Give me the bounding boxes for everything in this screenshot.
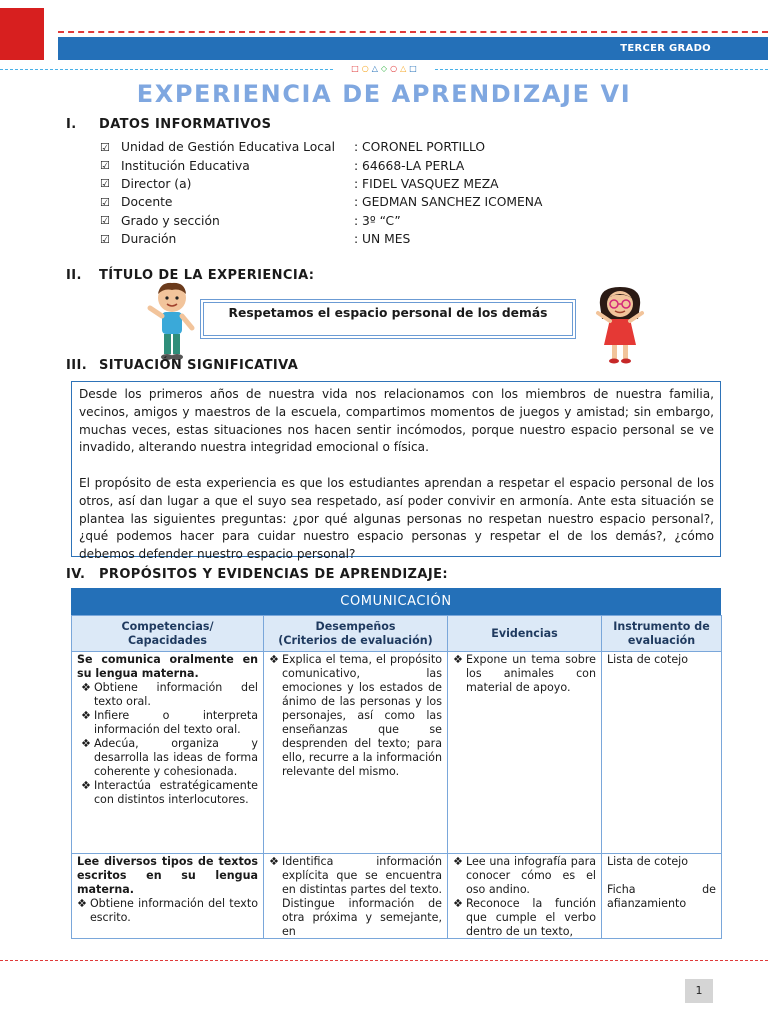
table-header-row [72,616,722,652]
checkbox-icon: ☑ [100,214,110,228]
info-value: : 3º “C” [354,213,401,228]
header-cell [72,616,264,652]
list-item [453,653,596,695]
instrument-cell [602,854,722,939]
shape-icon: ◇ [380,64,388,73]
diamond-bullet-icon: ❖ [77,897,87,910]
experience-title-box [200,299,576,339]
shape-icon: □ [409,64,417,73]
section-heading-datos [66,117,271,132]
table-row [72,854,722,939]
evidence-cell [448,652,602,854]
diamond-bullet-icon: ❖ [81,681,91,694]
capacity-text: Interactúa estratégicamente con distintos interlocutores. [93,779,258,806]
info-value: : UN MES [354,232,411,247]
header-cell [264,616,448,652]
header-text: Capacidades [128,633,207,647]
info-row [100,230,560,248]
section-title: DATOS INFORMATIVOS [99,117,272,132]
info-row [100,156,560,174]
shape-icon: ○ [361,64,369,73]
list-item [269,653,442,779]
competency-table [71,615,722,939]
diamond-bullet-icon: ❖ [453,653,463,666]
list-item [453,897,596,937]
list-item [77,779,258,807]
situation-paragraph: El propósito de esta experiencia es que los estudiantes aprendan a respetar el espacio personal de los otros, así dan lugar a que el suyo sea respetado, así poder convivir en armonía. Ante esta situación se plantea las siguientes preguntas: ¿por qué algunas personas no respetan nuestro espacio personal?, ¿qué podemos hacer para cuidar nuestro espacio personas y respetar el de los demás?, ¿cómo debemos defender nuestro espacio personal? [79,475,714,562]
diamond-bullet-icon: ❖ [81,709,91,722]
diamond-bullet-icon: ❖ [81,779,91,792]
info-label: Director (a) [121,176,192,191]
instrument-cell [602,652,722,854]
shape-icon: △ [400,64,407,73]
capacity-text: Infiere o interpreta información del texto oral. [93,709,258,736]
corner-mark [0,8,44,60]
section-number: III. [66,358,88,373]
competence-title: Se comunica oralmente en su lengua materna. [77,653,258,680]
instrument-text: Lista de cotejo [607,855,689,868]
evidence-cell [448,854,602,939]
evidence-text: Lee una infografía para conocer cómo es el oso andino. [465,855,596,896]
shape-icon: □ [351,64,359,73]
header-text: Instrumento de [613,619,710,633]
evidence-text: Reconoce la función que cumple el verbo dentro de un texto, [465,897,596,937]
checkbox-icon: ☑ [100,177,110,191]
checkbox-icon: ☑ [100,159,110,173]
grade-bar [58,37,768,60]
diamond-bullet-icon: ❖ [453,897,463,910]
evidence-text: Expone un tema sobre los animales con material de apoyo. [465,653,596,694]
instrument-text: Ficha de afianzamiento [607,883,716,910]
header-text: Desempeños [315,619,396,633]
girl-illustration [592,283,648,365]
info-list [100,138,560,248]
header-text: Competencias/ [121,619,214,633]
info-label: Duración [121,232,177,247]
capacity-text: Obtiene información del texto oral. [93,681,258,708]
table-row [72,652,722,854]
situation-paragraph: Desde los primeros años de nuestra vida nos relacionamos con los miembros de nuestra familia, vecinos, amigos y maestros de la escuela, compartimos momentos de juegos y amistad; sin embargo, muchas veces, estas situaciones nos hacen sentir incómodos, porque nuestro espacio personal se ve invadido, alterando nuestra integridad emocional o física. [79,387,714,455]
learning-table [71,588,721,939]
info-value: : CORONEL PORTILLO [354,140,486,155]
experience-title: Respetamos el espacio personal de los demás [203,302,573,336]
section-heading-situacion [66,358,298,373]
header-text: Evidencias [491,626,558,640]
list-item [77,737,258,779]
decorative-shapes [334,64,434,74]
checkbox-icon: ☑ [100,140,110,154]
checkbox-icon: ☑ [100,232,110,246]
section-number: II. [66,268,82,283]
diamond-bullet-icon: ❖ [453,855,463,868]
info-row [100,138,560,156]
grade-label: TERCER GRADO [620,43,711,54]
performance-text: Identifica información explícita que se encuentra en distintas partes del texto. Distingue información de otra próxima y semejante, en [281,855,442,937]
shape-icon: △ [371,64,378,73]
instrument-text: Lista de cotejo [607,653,689,666]
info-label: Docente [121,195,173,210]
info-value: : FIDEL VASQUEZ MEZA [354,176,499,191]
info-label: Institución Educativa [121,158,250,173]
section-title: PROPÓSITOS Y EVIDENCIAS DE APRENDIZAJE: [99,567,448,582]
info-label: Grado y sección [121,213,220,228]
boy-illustration [142,280,202,362]
shape-icon: ○ [390,64,398,73]
header-text: (Criterios de evaluación) [278,633,433,647]
situation-box [71,381,721,562]
list-item [453,855,596,897]
section-heading-propositos [66,567,448,582]
performance-cell [264,652,448,854]
info-row [100,175,560,193]
info-value: : GEDMAN SANCHEZ ICOMENA [354,195,543,210]
info-row [100,193,560,211]
checkbox-icon: ☑ [100,195,110,209]
competence-title: Lee diversos tipos de textos escritos en su lengua materna. [77,855,258,896]
header-cell [602,616,722,652]
page-title: EXPERIENCIA DE APRENDIZAJE VI [136,80,632,108]
bottom-dashed-line [0,960,768,961]
performance-cell [264,854,448,939]
page-number: 1 [685,979,713,1003]
competence-cell [72,652,264,854]
area-header: COMUNICACIÓN [71,588,721,615]
info-value: : 64668-LA PERLA [354,158,465,173]
performance-text: Explica el tema, el propósito comunicativo, las emociones y los estados de ánimo de las personas y los personajes, así como las enseñanzas que se desprenden del texto; para ello, recurre a la información relevante del mismo. [281,653,442,778]
list-item [269,855,442,937]
capacity-text: Obtiene información del texto escrito. [89,897,258,924]
info-label: Unidad de Gestión Educativa Local [121,140,336,155]
list-item [77,709,258,737]
capacity-text: Adecúa, organiza y desarrolla las ideas de forma coherente y cohesionada. [93,737,258,778]
list-item [77,681,258,709]
list-item [77,897,258,925]
diamond-bullet-icon: ❖ [269,855,279,868]
diamond-bullet-icon: ❖ [81,737,91,750]
header-cell [448,616,602,652]
section-number: IV. [66,567,86,582]
info-row [100,212,560,230]
diamond-bullet-icon: ❖ [269,653,279,666]
header-text: evaluación [627,633,696,647]
top-dashed-line [58,31,768,33]
competence-cell [72,854,264,939]
section-title: SITUACIÓN SIGNIFICATIVA [99,358,299,373]
section-number: I. [66,117,77,132]
section-title: TÍTULO DE LA EXPERIENCIA: [99,268,315,283]
